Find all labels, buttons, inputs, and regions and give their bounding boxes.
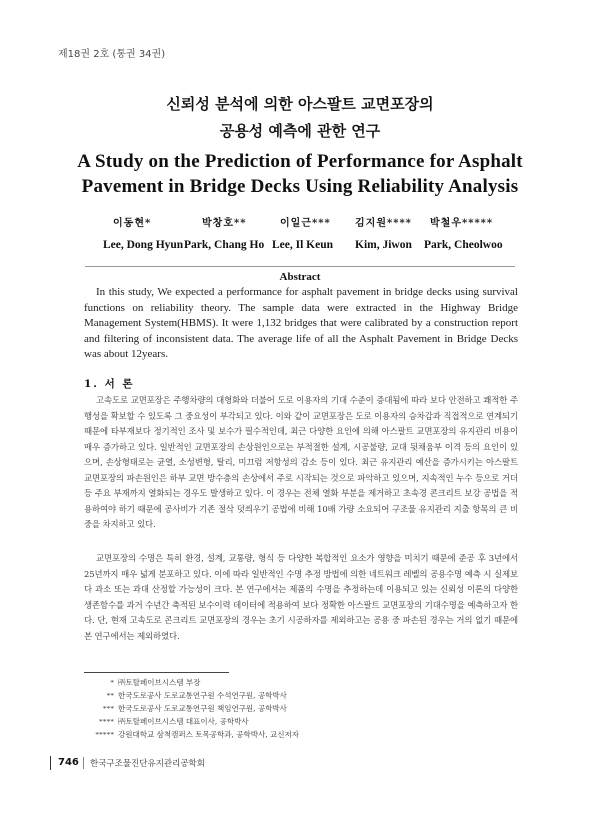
korean-title-line-2: 공용성 예측에 관한 연구: [219, 122, 381, 140]
author-name-english: Park, Cheolwoo: [424, 239, 503, 251]
author-name-english: Lee, Il Keun: [272, 239, 334, 251]
author-name-korean: 박철우*****: [430, 218, 494, 229]
footnote-mark: ***: [102, 704, 114, 713]
footnote-text: 한국도로공사 도로교통연구원 수석연구원, 공학박사: [118, 691, 287, 700]
author-name-korean: 이일근***: [280, 218, 331, 229]
journal-name: 한국구조물진단유지관리공학회: [90, 759, 205, 769]
footnote-text: ㈜토탈페이브시스템 부장: [118, 678, 201, 687]
footnote-list: [84, 677, 414, 742]
page-number: 746: [58, 757, 79, 768]
body-paragraph: 고속도로 교면포장은 주행차량의 대형화와 더불어 도로 이용자의 기대 수준이 증대됨에 따라 보다 안전하고 쾌적한 주행성을 확보할 수 있도록 그 중요성이 부각되고 있다. 이와 같이 교면포장은 도로 이용자의 승차감과 직접적으로 연계되기 때문에 타부재보다 정기적인 조사 및 보수가 필수적인데, 최근 다양한 요인에 의해 아스팔트 교면포장의 유지관리 비용이 매우 증가하고 있다. 일반적인 교면포장의 손상원인으로는 부적절한 설계, 시공불량, 교대 뒷채움부 이격 등의 요인이 있으며, 손상형태로는 균열, 소성변형, 탈리, 미끄럼 저항성의 감소 등이 있다. 최근 유지관리 예산을 증가시키는 아스팔트 교면포장의 파손원인은 하부 교면 방수층의 손상에서 주로 시작되는 것으로 파악하고 있으며, 지속적인 누수 등으로 거더 등 주요 부재까지 열화되는 경우도 발생하고 있다. 이 경우는 전체 열화 부분을 제거하고 초속경 콘크리트 보강 공법을 적용하여야 하기 때문에 공사비가 기존 절삭 덧씌우기 공법에 비해 10배 가량 소요되어 구조물 유지관리 지출 항목의 큰 비중을 차지하고 있다.: [84, 395, 518, 529]
footnote-text: 강원대학교 삼척캠퍼스 토목공학과, 공학박사, 교신저자: [118, 730, 299, 739]
footer-separator: [83, 757, 84, 769]
author-name-korean: 박창호**: [202, 218, 247, 229]
abstract-text: In this study, We expected a performance for asphalt pavement in bridge decks using survival functions on reliability theory. The sample data were extracted in the Highway Bridge Management System(HBMS). It were 1,132 bridges that were calibrated by a construction report and filtering of inconsistent data. The average life of all the Asphalt Pavement in Bridge Decks was about 12years.: [84, 286, 518, 360]
author-name-korean: 김지원****: [355, 218, 412, 229]
author-name-english: Lee, Dong Hyun: [103, 239, 184, 251]
footnote: [84, 690, 414, 703]
author-name-korean: 이동현*: [113, 218, 152, 229]
footer-rule: [50, 756, 51, 770]
korean-title-line-1: 신뢰성 분석에 의한 아스팔트 교면포장의: [166, 95, 434, 113]
author-name-english: Kim, Jiwon: [355, 239, 412, 251]
english-title-line-1: A Study on the Prediction of Performance for Asphalt: [77, 151, 523, 172]
footnote: [84, 703, 414, 716]
footnote: [84, 729, 414, 742]
footnote-mark: *: [110, 678, 114, 687]
footnote: [84, 677, 414, 690]
author-name-english: Park, Chang Ho: [184, 239, 265, 251]
body-paragraph: 교면포장의 수명은 특히 환경, 설계, 교통량, 형식 등 다양한 복합적인 요소가 영향을 미치기 때문에 준공 후 3년에서 25년까지 매우 넓게 분포하고 있다. 이에 따라 일반적인 수명 추정 방법에 의한 네트워크 레벨의 공용수명 예측 시 실제보다 과소 또는 과대 산정할 가능성이 크다. 본 연구에서는 제품의 수명을 추정하는데 이용되고 있는 신뢰성 이론의 다양한 생존함수를 과거 수년간 축적된 보수이력 데이터에 적용하여 보다 정확한 아스팔트 교면포장의 기대수명을 예측하고자 한다. 단, 현재 고속도로 콘크리트 교면포장의 경우는 초기 시공하자를 제외하고는 공용 중 파손된 경우는 거의 없기 때문에 본 연구에서는 제외하였다.: [84, 553, 518, 641]
footnote-mark: *****: [95, 730, 114, 739]
footnote: [84, 716, 414, 729]
abstract-divider: [85, 266, 515, 267]
footnote-mark: ****: [99, 717, 114, 726]
abstract-heading: Abstract: [279, 271, 321, 283]
footnote-mark: **: [106, 691, 114, 700]
author: [424, 214, 530, 251]
footnote-text: 한국도로공사 도로교통연구원 책임연구원, 공학박사: [118, 704, 287, 713]
issue-label: 제18권 2호 (통권 34권): [58, 49, 166, 60]
section-heading-introduction: 1. 서 론: [84, 378, 135, 390]
footnote-divider: [84, 672, 229, 673]
english-title-line-2: Pavement in Bridge Decks Using Reliability Analysis: [81, 176, 519, 197]
footnote-text: ㈜토탈페이브시스템 대표이사, 공학박사: [118, 717, 249, 726]
